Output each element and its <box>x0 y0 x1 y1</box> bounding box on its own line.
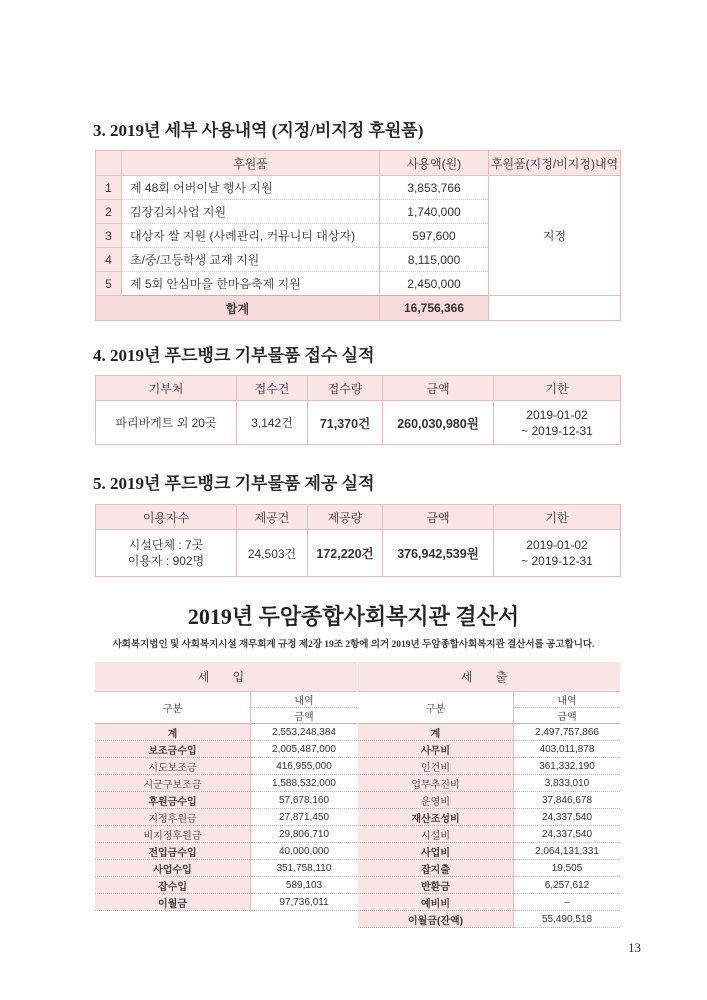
designation-cell: 지정 <box>489 176 621 296</box>
period-cell <box>494 530 621 577</box>
income-value: 2,005,487,000 <box>251 741 358 758</box>
quantity-cell: 172,220건 <box>308 530 383 577</box>
expense-value: 24,337,540 <box>514 809 621 826</box>
income-value: 57,678,160 <box>251 792 358 809</box>
income-label: 계 <box>95 724 251 741</box>
provision-table <box>95 504 621 577</box>
total-empty <box>489 296 621 321</box>
row-item: 제 5회 안심마을 한마음축제 지원 <box>122 272 380 296</box>
row-amount: 1,740,000 <box>380 200 489 224</box>
income-value: 97,736,011 <box>251 894 358 911</box>
period-start: 2019-01-02 <box>526 407 588 422</box>
row-index: 5 <box>96 272 122 296</box>
expense-label: 인건비 <box>358 758 514 775</box>
expense-amount-header: 금액 <box>514 708 621 724</box>
income-value: 29,806,710 <box>251 826 358 843</box>
header-source: 기부처 <box>96 376 237 401</box>
section5-title: 5. 2019년 푸드뱅크 기부물품 제공 실적 <box>93 474 375 493</box>
income-label: 보조금수입 <box>95 741 251 758</box>
income-label: 지정후원금 <box>95 809 251 826</box>
section3-title: 3. 2019년 세부 사용내역 (지정/비지정 후원품) <box>93 121 424 140</box>
period-end: ~ 2019-12-31 <box>521 423 593 438</box>
users-cell <box>96 530 237 577</box>
period-start: 2019-01-02 <box>526 538 588 552</box>
row-index: 2 <box>96 200 122 224</box>
settlement-title: 2019년 두암종합사회복지관 결산서 <box>187 604 520 629</box>
usage-table <box>95 150 621 321</box>
header-amount: 금액 <box>383 505 494 530</box>
row-item: 김장김치사업 지원 <box>122 200 380 224</box>
amount-cell: 260,030,980원 <box>383 401 494 445</box>
quantity-cell: 71,370건 <box>308 401 383 445</box>
expense-value: 403,011,878 <box>514 741 621 758</box>
expense-value: 3,833,010 <box>514 775 621 792</box>
income-label: 잡수입 <box>95 877 251 894</box>
row-item: 초/중/고등학생 교재 지원 <box>122 248 380 272</box>
header-cases: 제공건 <box>237 505 308 530</box>
row-amount: 2,450,000 <box>380 272 489 296</box>
row-item: 제 48회 어버이날 행사 지원 <box>122 176 380 200</box>
expense-value: – <box>514 894 621 911</box>
income-caption: 세 입 <box>95 662 357 692</box>
receipt-table <box>95 375 621 445</box>
total-amount: 16,756,366 <box>380 296 489 321</box>
expense-label: 업무추진비 <box>358 775 514 792</box>
header-cases: 접수건 <box>237 376 308 401</box>
row-amount: 8,115,000 <box>380 248 489 272</box>
expense-label: 이월금(잔액) <box>358 911 514 928</box>
row-index: 3 <box>96 224 122 248</box>
income-label: 후원금수입 <box>95 792 251 809</box>
users-line2: 이용자 : 902명 <box>127 554 205 568</box>
income-label: 시도보조금 <box>95 758 251 775</box>
income-value: 416,955,000 <box>251 758 358 775</box>
period-end: ~ 2019-12-31 <box>521 554 593 568</box>
expense-value: 6,257,612 <box>514 877 621 894</box>
expense-label: 운영비 <box>358 792 514 809</box>
expense-value: 24,337,540 <box>514 826 621 843</box>
income-label: 비지정후원금 <box>95 826 251 843</box>
expense-table <box>358 662 620 928</box>
income-detail-header: 내역 <box>251 692 358 708</box>
expense-value: 361,332,190 <box>514 758 621 775</box>
header-amount: 금액 <box>383 376 494 401</box>
expense-label: 반환금 <box>358 877 514 894</box>
expense-caption: 세 출 <box>358 662 620 692</box>
income-value: 589,103 <box>251 877 358 894</box>
expense-label: 재산조성비 <box>358 809 514 826</box>
expense-label: 시설비 <box>358 826 514 843</box>
income-gubun-header: 구분 <box>95 692 251 724</box>
row-amount: 3,853,766 <box>380 176 489 200</box>
header-quantity: 접수량 <box>308 376 383 401</box>
header-amount: 사용액(원) <box>380 151 489 176</box>
expense-value: 37,846,678 <box>514 792 621 809</box>
total-label: 합계 <box>96 296 380 321</box>
settlement-notice: 사회복지법인 및 사회복지시설 재무회계 규정 제2장 19조 2항에 의거 2019년 두암종합사회복지관 결산서를 공고합니다. <box>112 640 595 650</box>
header-users: 이용자수 <box>96 505 237 530</box>
header-quantity: 제공량 <box>308 505 383 530</box>
income-amount-header: 금액 <box>251 708 358 724</box>
income-label: 전입금수입 <box>95 843 251 860</box>
income-value: 1,588,532,000 <box>251 775 358 792</box>
header-designation: 후원품(지정/비지정)내역 <box>489 151 621 176</box>
source-cell: 파리바게트 외 20곳 <box>96 401 237 445</box>
expense-gubun-header: 구분 <box>358 692 514 724</box>
header-index <box>96 151 122 176</box>
amount-cell: 376,942,539원 <box>383 530 494 577</box>
expense-label: 계 <box>358 724 514 741</box>
income-label: 시군구보조금 <box>95 775 251 792</box>
header-item: 후원품 <box>122 151 380 176</box>
expense-value: 2,064,131,331 <box>514 843 621 860</box>
income-table <box>95 662 357 911</box>
income-value: 351,758,110 <box>251 860 358 877</box>
income-label: 사업수입 <box>95 860 251 877</box>
expense-label: 잡지출 <box>358 860 514 877</box>
section4-title: 4. 2019년 푸드뱅크 기부물품 접수 실적 <box>93 346 375 365</box>
expense-value: 19,505 <box>514 860 621 877</box>
income-value: 40,000,000 <box>251 843 358 860</box>
expense-label: 사업비 <box>358 843 514 860</box>
row-index: 1 <box>96 176 122 200</box>
expense-label: 사무비 <box>358 741 514 758</box>
expense-value: 2,497,757,866 <box>514 724 621 741</box>
row-amount: 597,600 <box>380 224 489 248</box>
expense-label: 예비비 <box>358 894 514 911</box>
page-number: 13 <box>628 940 641 955</box>
row-index: 4 <box>96 248 122 272</box>
cases-cell: 3,142건 <box>237 401 308 445</box>
income-label: 이월금 <box>95 894 251 911</box>
header-period: 기한 <box>494 505 621 530</box>
cases-cell: 24,503건 <box>237 530 308 577</box>
header-period: 기한 <box>494 376 621 401</box>
income-value: 27,871,450 <box>251 809 358 826</box>
period-cell <box>494 401 621 445</box>
income-value: 2,553,248,384 <box>251 724 358 741</box>
expense-detail-header: 내역 <box>514 692 621 708</box>
expense-value: 55,490,518 <box>514 911 621 928</box>
row-item: 대상자 쌀 지원 (사례관리, 커뮤니티 대상자) <box>122 224 380 248</box>
users-line1: 시설단체 : 7곳 <box>128 538 204 552</box>
